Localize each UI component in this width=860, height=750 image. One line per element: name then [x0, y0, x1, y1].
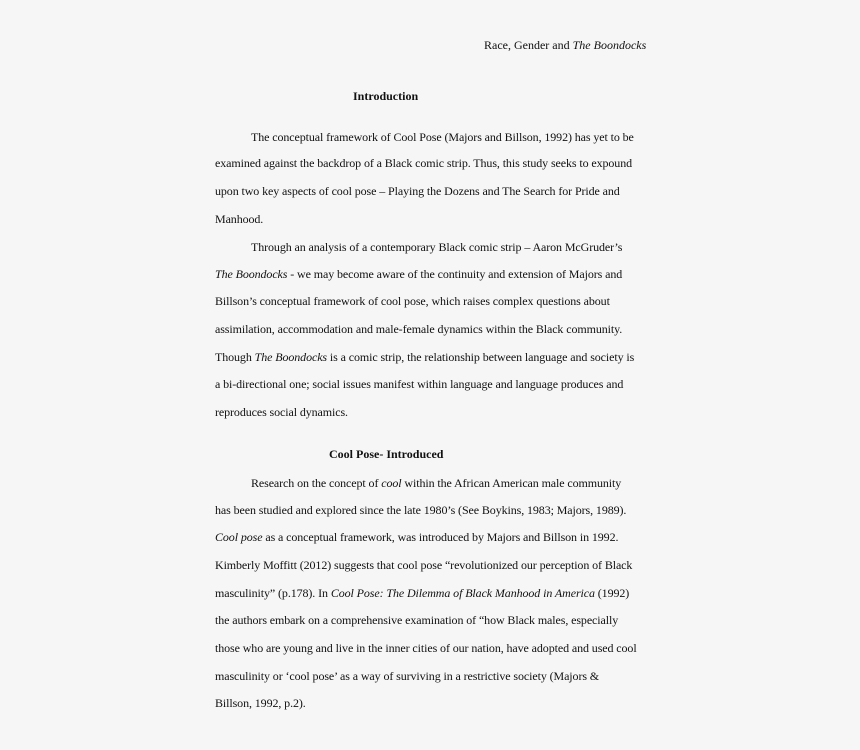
line-text: within the African American male community [401, 476, 622, 490]
italic-term: cool [381, 476, 402, 490]
paragraph-line: Kimberly Moffitt (2012) suggests that cool pose “revolutionized our perception of Black [215, 558, 633, 572]
paragraph-line [215, 586, 629, 601]
paragraph-line: Billson’s conceptual framework of cool pose, which raises complex questions about [215, 294, 610, 308]
paragraph-line [215, 530, 618, 545]
paragraph-line: has been studied and explored since the late 1980’s (See Boykins, 1983; Majors, 1989). [215, 503, 627, 517]
line-text: as a conceptual framework, was introduced by Majors and Billson in 1992. [262, 530, 619, 544]
running-head-title: The Boondocks [572, 38, 647, 52]
paragraph-line: a bi-directional one; social issues manifest within language and language produces and [215, 377, 624, 391]
italic-title: The Boondocks [215, 267, 288, 281]
paragraph-line [251, 476, 621, 491]
paragraph-line [215, 350, 634, 365]
paragraph-line [215, 267, 622, 282]
section-heading-introduction: Introduction [353, 89, 419, 103]
paragraph-line: upon two key aspects of cool pose – Playing the Dozens and The Search for Pride and [215, 184, 620, 198]
paragraph-line: Through an analysis of a contemporary Black comic strip – Aaron McGruder’s [251, 240, 623, 254]
paragraph-line: masculinity or ‘cool pose’ as a way of surviving in a restrictive society (Majors & [215, 669, 600, 683]
paragraph-line: the authors embark on a comprehensive examination of “how Black males, especially [215, 613, 619, 627]
paragraph-line: Billson, 1992, p.2). [215, 696, 306, 710]
paragraph-line: Manhood. [215, 212, 264, 226]
italic-title: The Boondocks [254, 350, 327, 364]
italic-book-title: Cool Pose: The Dilemma of Black Manhood in America [330, 586, 595, 600]
paragraph-line: those who are young and live in the inner cities of our nation, have adopted and used cool [215, 641, 637, 655]
running-head [484, 38, 646, 53]
paragraph-line: assimilation, accommodation and male-female dynamics within the Black community. [215, 322, 623, 336]
line-text: is a comic strip, the relationship between language and society is [327, 350, 635, 364]
line-text: (1992) [594, 586, 630, 600]
line-text: masculinity” (p.178). In [215, 586, 331, 600]
section-heading-cool-pose-introduced: Cool Pose- Introduced [329, 447, 444, 461]
italic-term: Cool pose [215, 530, 263, 544]
paragraph-line: reproduces social dynamics. [215, 405, 348, 419]
paragraph-line: The conceptual framework of Cool Pose (Majors and Billson, 1992) has yet to be [251, 130, 634, 144]
paragraph-line: examined against the backdrop of a Black comic strip. Thus, this study seeks to expound [215, 156, 632, 170]
running-head-text: Race, Gender and [484, 38, 573, 52]
line-text: - we may become aware of the continuity and extension of Majors and [287, 267, 623, 281]
line-text: Though [215, 350, 255, 364]
line-text: Research on the concept of [251, 476, 382, 490]
